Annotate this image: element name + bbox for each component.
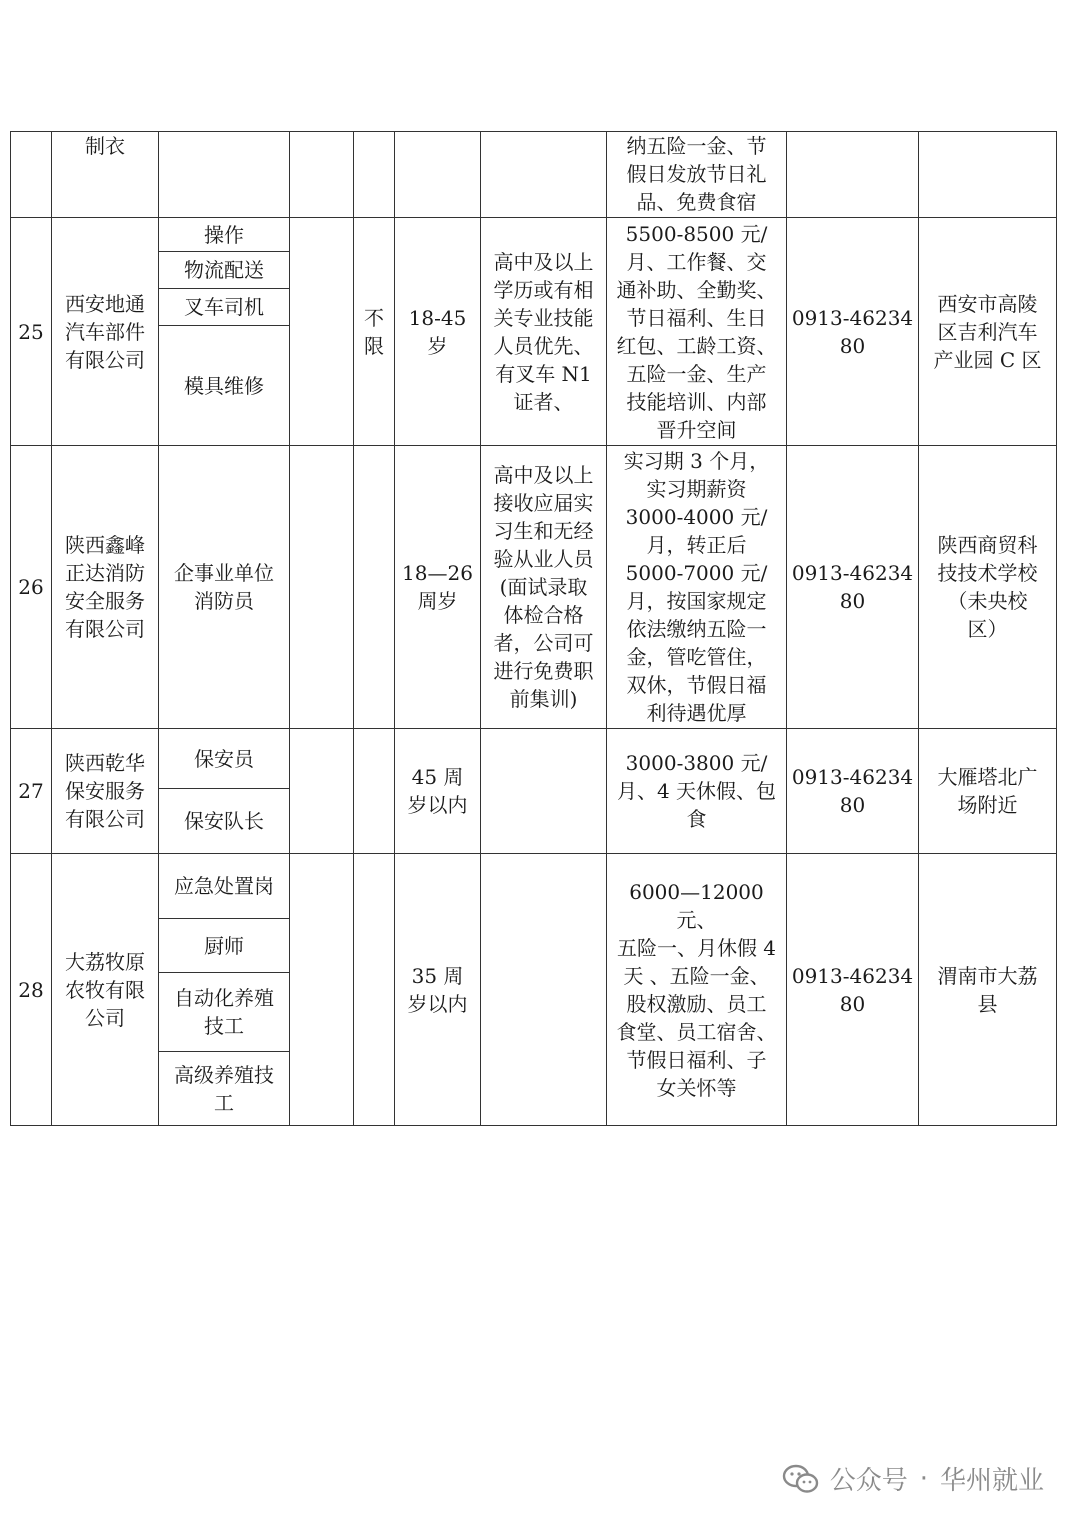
count-cell: [290, 218, 354, 446]
requirement-cell: [481, 132, 607, 218]
wechat-watermark: [782, 1460, 1044, 1497]
phone-cell: [787, 132, 919, 218]
welfare-cell: 3000-3800 元/ 月、4 天休假、包 食: [607, 729, 787, 854]
gender-cell: [354, 446, 395, 729]
table-row: [11, 132, 1057, 218]
age-cell: 18—26 周岁: [395, 446, 481, 729]
job-cell: 操作: [159, 218, 290, 252]
count-cell: [290, 132, 354, 218]
watermark-separator: ·: [919, 1463, 928, 1494]
welfare-cell: 实习期 3 个月， 实习期薪资 3000-4000 元/ 月，转正后 5000-7000 元/ 月，按国家规定 依法缴纳五险一 金，管吃管住， 双休，节假日福 利待遇优厚: [607, 446, 787, 729]
requirement-cell: 高中及以上 接收应届实 习生和无经 验从业人员 (面试录取 体检合格 者，公司可 进行免费职 前集训): [481, 446, 607, 729]
recruitment-table: [10, 131, 1057, 1126]
phone-cell: 0913-46234 80: [787, 218, 919, 446]
phone-cell: 0913-46234 80: [787, 854, 919, 1126]
gender-cell: [354, 132, 395, 218]
address-cell: 陕西商贸科 技技术学校 （未央校 区）: [919, 446, 1057, 729]
requirement-cell: 高中及以上 学历或有相 关专业技能 人员优先、 有叉车 N1 证者、: [481, 218, 607, 446]
address-cell: 西安市高陵 区吉利汽车 产业园 C 区: [919, 218, 1057, 446]
row-number-cell: 28: [11, 854, 52, 1126]
job-cell: 模具维修: [159, 326, 290, 446]
company-cell: 大荔牧原 农牧有限 公司: [52, 854, 159, 1126]
age-cell: [395, 132, 481, 218]
welfare-cell: 6000—12000 元、 五险一、月休假 4 天 、五险一金、 股权激励、员工 食堂、员工宿舍、 节假日福利、子 女关怀等: [607, 854, 787, 1126]
welfare-cell: 5500-8500 元/ 月、工作餐、交 通补助、全勤奖、 节日福利、生日 红包、工龄工资、 五险一金、生产 技能培训、内部 晋升空间: [607, 218, 787, 446]
age-cell: 18-45 岁: [395, 218, 481, 446]
row-number-cell: 27: [11, 729, 52, 854]
job-cell: 高级养殖技 工: [159, 1052, 290, 1126]
company-cell: 西安地通 汽车部件 有限公司: [52, 218, 159, 446]
job-cell: 企事业单位 消防员: [159, 446, 290, 729]
age-cell: 35 周 岁以内: [395, 854, 481, 1126]
company-cell: 陕西鑫峰 正达消防 安全服务 有限公司: [52, 446, 159, 729]
gender-cell: 不 限: [354, 218, 395, 446]
count-cell: [290, 854, 354, 1126]
count-cell: [290, 446, 354, 729]
job-cell: 叉车司机: [159, 289, 290, 326]
watermark-label: 公众号: [829, 1466, 908, 1496]
table-row: [11, 729, 1057, 789]
row-number-cell: 26: [11, 446, 52, 729]
row-number-cell: [11, 132, 52, 218]
gender-cell: [354, 854, 395, 1126]
row-number-cell: 25: [11, 218, 52, 446]
requirement-cell: [481, 729, 607, 854]
company-cell: 陕西乾华 保安服务 有限公司: [52, 729, 159, 854]
count-cell: [290, 729, 354, 854]
job-cell: 保安队长: [159, 789, 290, 854]
job-cell: 物流配送: [159, 252, 290, 289]
phone-cell: 0913-46234 80: [787, 446, 919, 729]
gender-cell: [354, 729, 395, 854]
age-cell: 45 周 岁以内: [395, 729, 481, 854]
phone-cell: 0913-46234 80: [787, 729, 919, 854]
table-row: [11, 854, 1057, 919]
job-cell: 厨师: [159, 919, 290, 973]
requirement-cell: [481, 854, 607, 1126]
address-cell: [919, 132, 1057, 218]
job-cell: 保安员: [159, 729, 290, 789]
job-cell: 自动化养殖 技工: [159, 973, 290, 1052]
table-row: [11, 218, 1057, 252]
job-cell: 应急处置岗: [159, 854, 290, 919]
address-cell: 渭南市大荔 县: [919, 854, 1057, 1126]
wechat-icon: [782, 1464, 820, 1494]
watermark-account-name: 华州就业: [939, 1466, 1044, 1496]
address-cell: 大雁塔北广 场附近: [919, 729, 1057, 854]
table-row: [11, 446, 1057, 729]
welfare-cell: 纳五险一金、节 假日发放节日礼 品、免费食宿: [607, 132, 787, 218]
job-cell: [159, 132, 290, 218]
company-cell: 制衣: [52, 132, 159, 218]
